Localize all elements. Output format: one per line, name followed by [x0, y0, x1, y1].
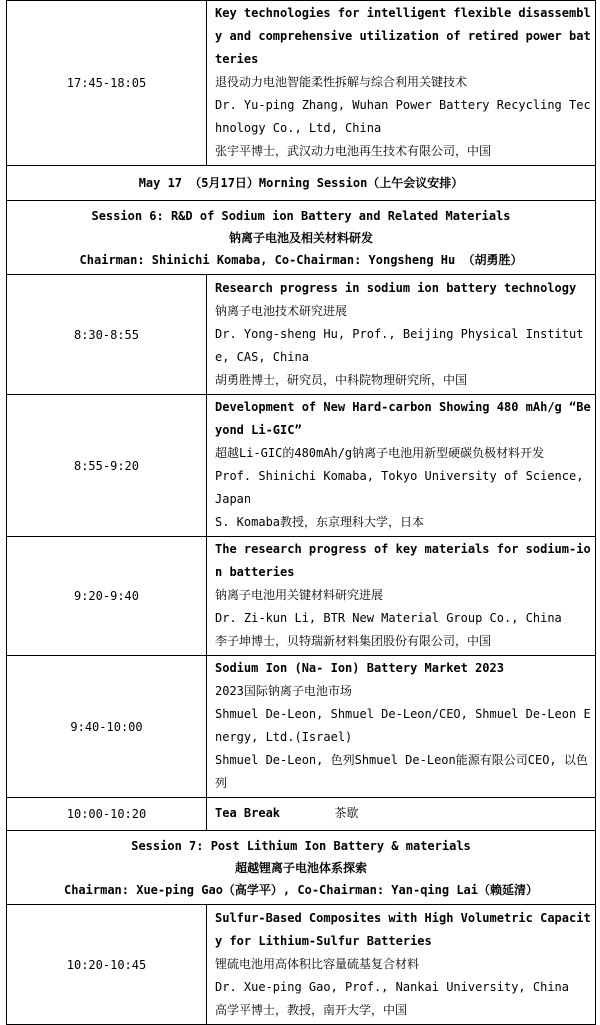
session-title-zh: 钠离子电池及相关材料研发 [228, 230, 373, 245]
day-header [7, 166, 596, 201]
agenda-row [7, 275, 596, 395]
session-7-header [7, 831, 596, 905]
time-cell: 17:45-18:05 [7, 1, 207, 166]
time-cell: 8:55-9:20 [7, 395, 207, 537]
talk-title-zh: 锂硫电池用高体积比容量硫基复合材料 [215, 956, 420, 971]
talk-speaker-zh: 胡勇胜博士，研究员，中科院物理研究所，中国 [215, 372, 468, 387]
tea-break-label: Tea Break [215, 806, 281, 820]
talk-title-zh: 退役动力电池智能柔性拆解与综合利用关键技术 [215, 75, 468, 89]
talk-speaker-zh: S. Komaba教授，东京理科大学，日本 [215, 515, 425, 529]
day-header-row [7, 166, 596, 201]
talk-title: Sulfur-Based Composites with High Volumetric Capacity for Lithium-Sulfur Batteries [215, 910, 591, 948]
day-header-text: May 17 （5月17日）Morning Session（上午会议安排） [138, 175, 464, 190]
time-cell: 8:30-8:55 [7, 275, 207, 395]
talk-title: Research progress in sodium ion battery technology [215, 280, 577, 295]
tea-break-cell [207, 798, 596, 831]
talk-speaker-zh: 李子坤博士，贝特瑞新材料集团股份有限公司，中国 [215, 634, 492, 648]
session-title: Session 7: Post Lithium Ion Battery & materials [131, 838, 471, 853]
agenda-sheet [6, 0, 595, 1025]
talk-speaker: Dr. Zi-kun Li, BTR New Material Group Co., China [215, 611, 562, 625]
talk-cell [207, 656, 596, 798]
talk-speaker-zh: 高学平博士，教授，南开大学，中国 [215, 1002, 408, 1017]
talk-title-zh: 2023国际钠离子电池市场 [215, 684, 352, 698]
session-6-header [7, 201, 596, 275]
agenda-row [7, 537, 596, 656]
talk-speaker: Dr. Yong-sheng Hu, Prof., Beijing Physical Institute, CAS, China [215, 326, 584, 364]
talk-speaker-zh: 张宇平博士，武汉动力电池再生技术有限公司，中国 [215, 144, 492, 158]
session-chairs: Chairman: Xue-ping Gao（高学平）, Co-Chairman: Yan-qing Lai（赖延清） [63, 882, 538, 897]
talk-title-zh: 超越Li-GIC的480mAh/g钠离子电池用新型硬碳负极材料开发 [215, 446, 545, 460]
talk-title: The research progress of key materials for sodium-ion batteries [215, 542, 591, 579]
session-header-row [7, 831, 596, 905]
time-cell: 10:00-10:20 [7, 798, 207, 831]
talk-speaker: Shmuel De-Leon, Shmuel De-Leon/CEO, Shmuel De-Leon Energy, Ltd.(Israel) [215, 707, 591, 744]
session-header-row [7, 201, 596, 275]
talk-cell [207, 275, 596, 395]
session-title-zh: 超越锂离子电池体系探索 [234, 860, 367, 875]
talk-cell [207, 905, 596, 1025]
agenda-row [7, 1, 596, 166]
talk-cell [207, 395, 596, 537]
time-cell: 10:20-10:45 [7, 905, 207, 1025]
agenda-row [7, 905, 596, 1025]
talk-title-zh: 钠离子电池技术研究进展 [215, 303, 348, 318]
talk-speaker: Prof. Shinichi Komaba, Tokyo University of Science, Japan [215, 469, 584, 506]
talk-cell [207, 1, 596, 166]
time-cell: 9:20-9:40 [7, 537, 207, 656]
talk-title: Development of New Hard-carbon Showing 480 mAh/g “Beyond Li-GIC” [215, 400, 591, 437]
agenda-table [6, 0, 596, 1025]
talk-title: Key technologies for intelligent flexible disassembly and comprehensive utilization of retired power batteries [215, 6, 591, 66]
time-cell: 9:40-10:00 [7, 656, 207, 798]
talk-title: Sodium Ion (Na- Ion) Battery Market 2023 [215, 661, 504, 675]
agenda-row [7, 656, 596, 798]
talk-speaker: Dr. Xue-ping Gao, Prof., Nankai University, China [215, 979, 570, 994]
tea-break-label-zh: 茶歇 [334, 806, 359, 820]
talk-title-zh: 钠离子电池用关键材料研究进展 [215, 588, 384, 602]
session-title: Session 6: R&D of Sodium ion Battery and Related Materials [91, 208, 511, 223]
tea-break-row [7, 798, 596, 831]
talk-cell [207, 537, 596, 656]
talk-speaker-zh: Shmuel De-Leon, 色列Shmuel De-Leon能源有限公司CEO, 以色列 [215, 753, 588, 790]
session-chairs: Chairman: Shinichi Komaba, Co-Chairman: Yongsheng Hu （胡勇胜） [79, 252, 523, 267]
talk-speaker: Dr. Yu-ping Zhang, Wuhan Power Battery Recycling Technology Co., Ltd, China [215, 98, 591, 135]
agenda-row [7, 395, 596, 537]
